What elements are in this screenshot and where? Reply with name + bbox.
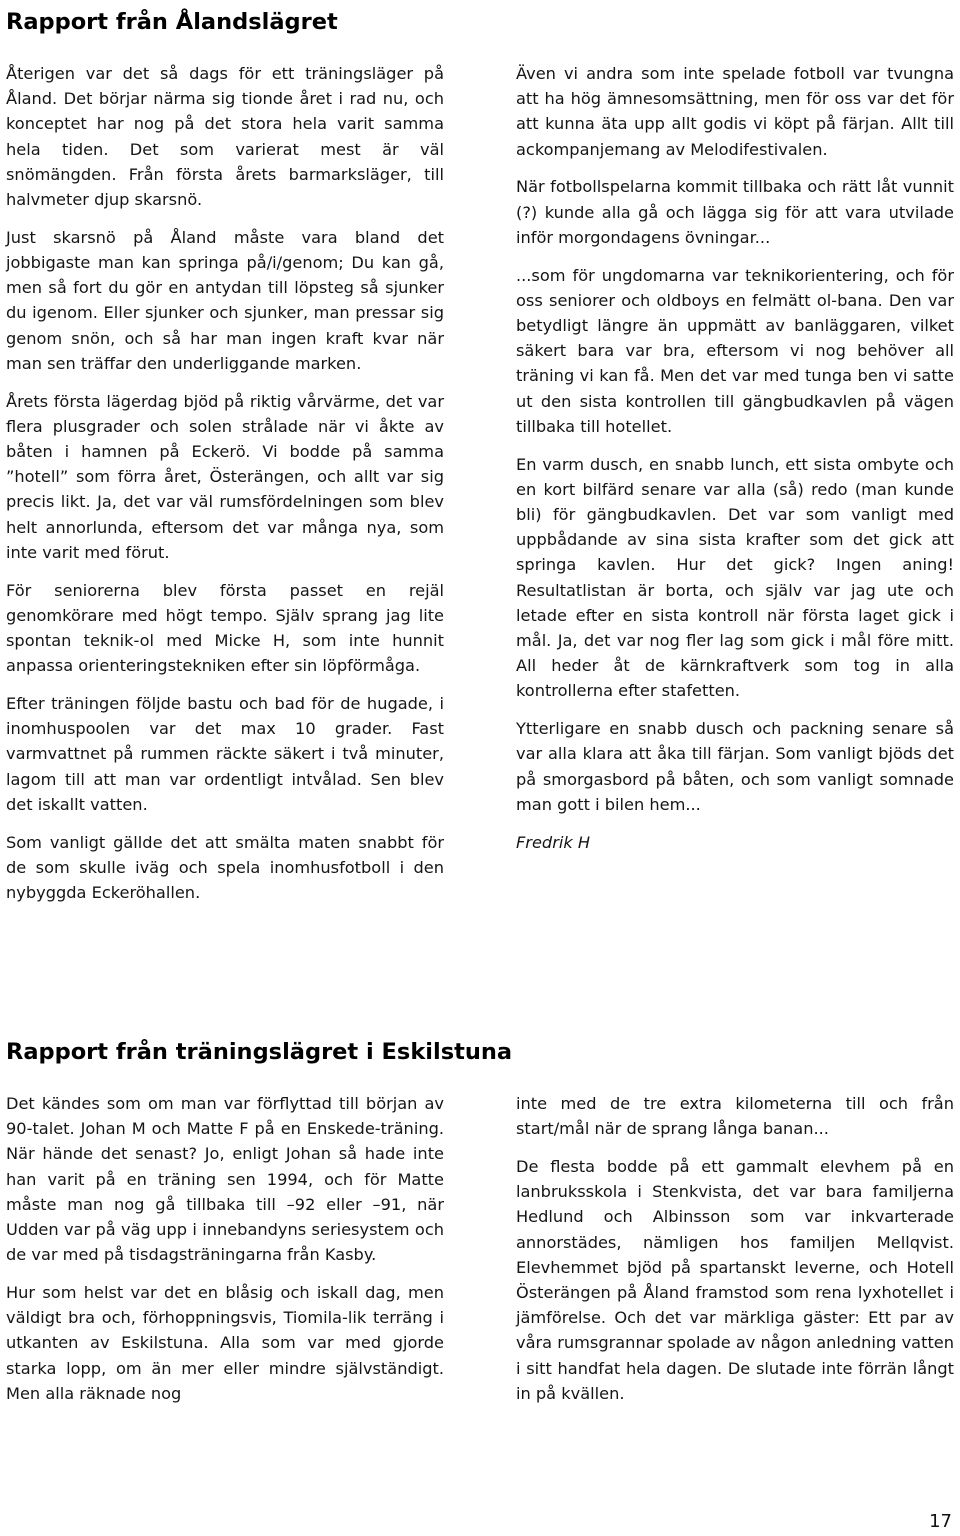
paragraph: Hur som helst var det en blåsig och iskall dag, men väldigt bra och, förhoppningsvis, Tiomila-lik terräng i utkanten av Eskilstuna. Alla som var med gjorde starka lopp, om än mer eller mindre självständigt. Men alla räknade nog <box>6 1283 444 1403</box>
article-aland-right-column <box>516 61 954 855</box>
paragraph: De flesta bodde på ett gammalt elevhem på en lanbruksskola i Stenkvista, det var bara familjerna Hedlund och Albinsson som var inkvarterade annorstädes, nämligen hos familjen Mellqvist. Elevhemmet bjöd på spartanskt leverne, och Hotell Österängen på Åland framstod som rena lyxhotellet i jämförelse. Och det var märkliga gäster: Ett par av våra rumsgrannar spolade av någon anledning vatten i sitt handfat hela dagen. De slutade inte förrän långt in på kvällen. <box>516 1157 955 1403</box>
paragraph: För seniorerna blev första passet en rejäl genomkörare med högt tempo. Själv sprang jag lite spontan teknik-ol med Micke H, som inte hunnit anpassa orienteringstekniken efter sin löpförmåga. <box>6 580 444 676</box>
paragraph: Efter träningen följde bastu och bad för de hugade, i inomhuspoolen var det max 10 grader. Fast varmvattnet på rummen räckte säkert i två minuter, lagom till att man var ordentligt intvålad. Sen blev det iskallt vatten. <box>6 694 444 814</box>
article-aland-left-column <box>6 61 444 905</box>
page-number: 17 <box>929 1511 952 1532</box>
article-eskilstuna-left-column <box>6 1091 444 1406</box>
paragraph: Även vi andra som inte spelade fotboll var tvungna att ha hög ämnesomsättning, men för oss var det för att kunna äta upp allt godis vi köpt på färjan. Allt till ackompanjemang av Melodifestivalen. <box>516 64 954 159</box>
paragraph: Ytterligare en snabb dusch och packning senare så var alla klara att åka till färjan. Som vanligt bjöds det på smorgasbord på båten, och som vanligt somnade man gott i bilen hem... <box>516 719 954 814</box>
paragraph: En varm dusch, en snabb lunch, ett sista ombyte och en kort bilfärd senare var alla (så) redo (man kunde bli) för gängbudkavlen. Det var som vanligt med uppbådande av sina sista krafter som det gick att springa kavlen. Hur det gick? Ingen aning! Resultatlistan är borta, och själv var jag ute och letade efter en sista kontroll när första laget gick i mål. Ja, det var nog fler lag som gick i mål före mitt. All heder åt de kärnkraftverk som tog in alla kontrollerna efter stafetten. <box>516 454 954 701</box>
paragraph: Just skarsnö på Åland måste vara bland det jobbigaste man kan springa på/i/genom; Du kan gå, men så fort du gör en antydan till löpsteg så sjunker du igenom. Eller sjunker och sjunker, man pressar sig genom snön, och så har man ingen kraft kvar när man sen träffar den underliggande marken. <box>6 227 444 373</box>
paragraph: Årets första lägerdag bjöd på riktig vårvärme, det var flera plusgrader och solen strålade när vi åkte av båten i hamnen på Eckerö. Vi bodde på samma ”hotell” som förra året, Österängen, och allt var sig precis likt. Ja, det var väl rumsfördelningen som blev helt annorlunda, eftersom det var många nya, som inte varit med förut. <box>6 391 444 562</box>
paragraph: inte med de tre extra kilometerna till och från start/mål när de sprang långa banan... <box>516 1094 954 1139</box>
article-eskilstuna-right-column <box>516 1091 954 1406</box>
article-title-eskilstuna: Rapport från träningslägret i Eskilstuna <box>6 1039 513 1065</box>
paragraph: ...som för ungdomarna var teknikorientering, och för oss seniorer och oldboys en felmätt ol-bana. Den var betydligt längre än uppmätt av banläggaren, vilket säkert bara var bra, eftersom vi nog behöver all träning vi kan få. Men det var med tunga ben vi satte ut den sista kontrollen till gängbudkavlen på vägen tillbaka till hotellet. <box>516 265 954 436</box>
paragraph: Som vanligt gällde det att smälta maten snabbt för de som skulle iväg och spela inomhusfotboll i den nybyggda Eckeröhallen. <box>6 832 444 903</box>
paragraph: Det kändes som om man var förflyttad till början av 90-talet. Johan M och Matte F på en Enskede-träning. När hände det senast? Jo, enligt Johan så hade inte han varit på en träning sen 1994, och för Matte måste man nog gå tillbaka till –92 eller –91, när Udden var på väg upp i innebandyns seriesystem och de var med på tisdagsträningarna från Kasby. <box>6 1094 444 1265</box>
paragraph: När fotbollspelarna kommit tillbaka och rätt låt vunnit (?) kunde alla gå och lägga sig för att vara utvilade inför morgondagens övningar... <box>516 177 954 247</box>
paragraph: Återigen var det så dags för ett träningsläger på Åland. Det börjar närma sig tionde året i rad nu, och konceptet har nog på det stora hela varit samma hela tiden. Det som varierat mest är väl snömängden. Från första årets barmarksläger, till halvmeter djup skarsnö. <box>6 64 444 210</box>
article-title-aland: Rapport från Ålandslägret <box>6 9 338 35</box>
author-signature: Fredrik H <box>516 832 591 852</box>
